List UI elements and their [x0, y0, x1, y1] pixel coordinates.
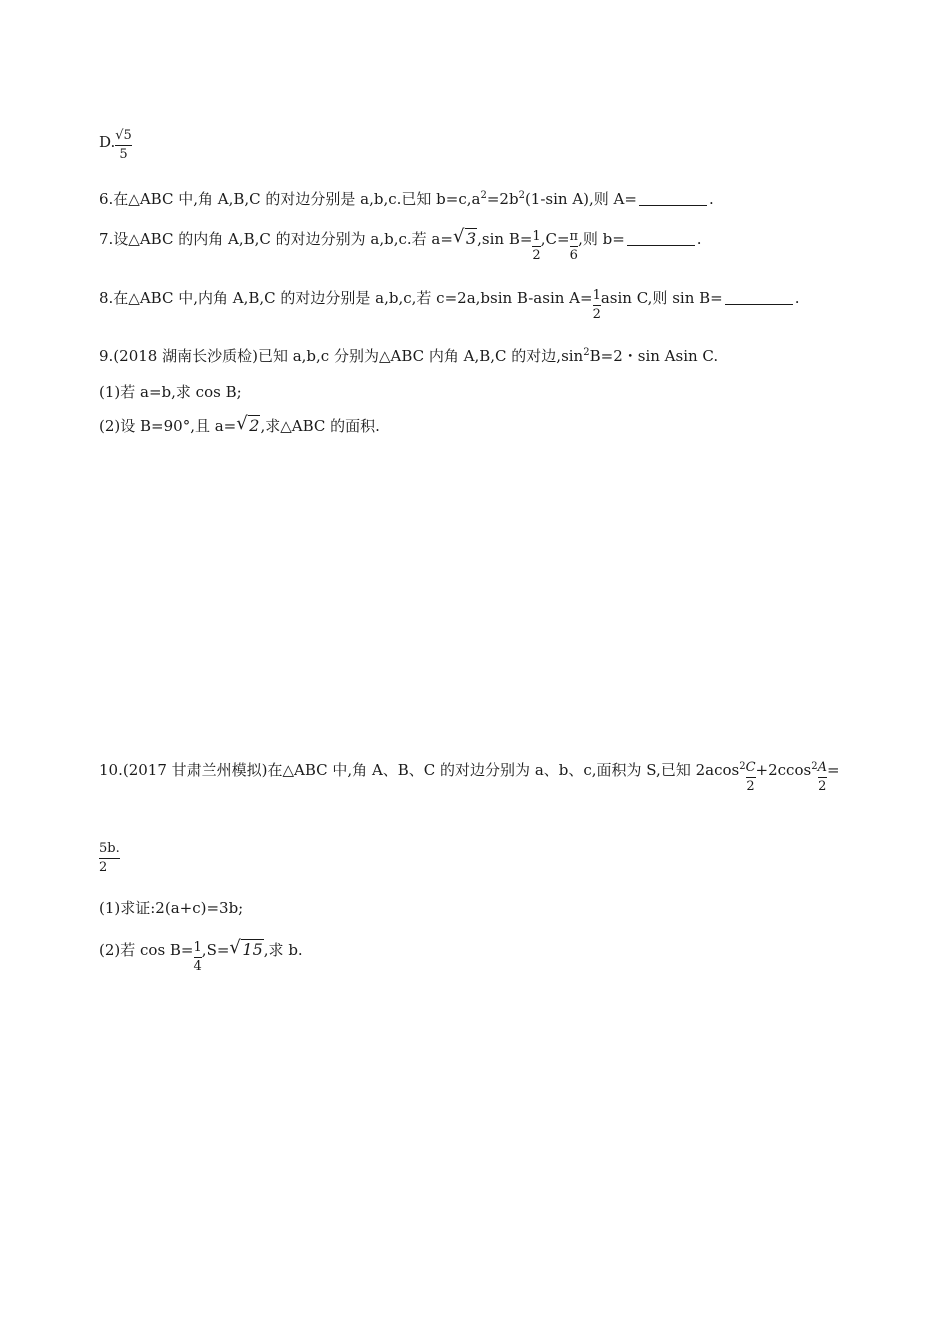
q7-answer-blank: [627, 231, 695, 246]
q10-part2-suffix: ,求 b.: [263, 941, 303, 959]
q10-part1: (1)求证:2(a+c)=3b;: [99, 899, 244, 917]
q7-fraction-2: $\frac{\pi}{6}$: [569, 229, 579, 263]
question-7: [99, 229, 702, 263]
q9-part1: (1)若 a=b,求 cos B;: [99, 383, 242, 401]
q9-part2-sqrt: √ 2: [236, 416, 260, 436]
q9-stem-prefix: 9.(2018 湖南长沙质检)已知 a,b,c 分别为△ABC 内角 A,B,C 的对边,sin: [99, 347, 584, 365]
question-10-part-2: [99, 940, 303, 974]
q6-end: .: [708, 190, 714, 208]
q10-part2-prefix: (2)若 cos B=: [99, 941, 194, 959]
question-9-stem: [99, 346, 718, 366]
q9-stem-sup: 2: [583, 347, 590, 358]
q9-part2-suffix: ,求△ABC 的面积.: [260, 417, 380, 435]
question-9-part-2: [99, 416, 380, 436]
question-6: [99, 189, 714, 209]
q7-mid3: ,则 b=: [578, 230, 625, 248]
q9-part2-prefix: (2)设 B=90°,且 a=: [99, 417, 237, 435]
q7-sqrt: √ 3: [453, 229, 477, 249]
q8-end: .: [794, 289, 800, 307]
q10-mid: +2ccos: [755, 761, 812, 779]
q7-prefix: 7.设△ABC 的内角 A,B,C 的对边分别为 a,b,c.若 a=: [99, 230, 453, 248]
q10-sup1: 2: [739, 761, 746, 772]
q9-stem-suffix: B=2・sin Asin C.: [589, 347, 719, 365]
q10-sup2: 2: [811, 761, 818, 772]
q10-part2-fraction: $\frac{1}{4}$: [193, 940, 202, 974]
q7-end: .: [696, 230, 702, 248]
q6-sup2: 2: [518, 190, 525, 201]
q7-mid1: ,sin B=: [477, 230, 533, 248]
q10-part2-mid: ,S=: [201, 941, 230, 959]
option-d-fraction: $\frac{√5}{5}$: [115, 128, 132, 162]
q10-stem-prefix: 10.(2017 甘肃兰州模拟)在△ABC 中,角 A、B、C 的对边分别为 a、b、c,面积为 S,已知 2acos: [99, 761, 740, 779]
question-8: [99, 288, 800, 322]
q6-mid: =2b: [486, 190, 519, 208]
question-9-part-1: [99, 382, 242, 402]
question-10-stem-continuation: [99, 841, 120, 875]
q8-answer-blank: [725, 290, 793, 305]
q8-prefix: 8.在△ABC 中,内角 A,B,C 的对边分别是 a,b,c,若 c=2a,bsin B-asin A=: [99, 289, 593, 307]
question-10-part-1: [99, 898, 243, 918]
question-10-stem: [99, 760, 840, 794]
option-d-label: D.: [99, 133, 116, 151]
q8-mid: asin C,则 sin B=: [600, 289, 723, 307]
option-d: [99, 128, 132, 166]
q6-prefix: 6.在△ABC 中,角 A,B,C 的对边分别是 a,b,c.已知 b=c,a: [99, 190, 481, 208]
q7-mid2: ,C=: [540, 230, 570, 248]
q8-fraction: $\frac{1}{2}$: [592, 288, 601, 322]
q10-stem-end: =: [826, 761, 840, 779]
q10-part2-sqrt: √ 15: [229, 940, 263, 960]
q6-suffix: (1-sin A),则 A=: [524, 190, 637, 208]
q6-answer-blank: [639, 191, 707, 206]
q6-sup1: 2: [480, 190, 487, 201]
q10-fraction-2: $\frac{A}{2}$: [817, 760, 827, 794]
q10-cont-fraction: $\frac{5b.}{2}$: [99, 841, 120, 875]
q10-fraction-1: $\frac{C}{2}$: [745, 760, 756, 794]
q7-fraction-1: $\frac{1}{2}$: [532, 229, 541, 263]
